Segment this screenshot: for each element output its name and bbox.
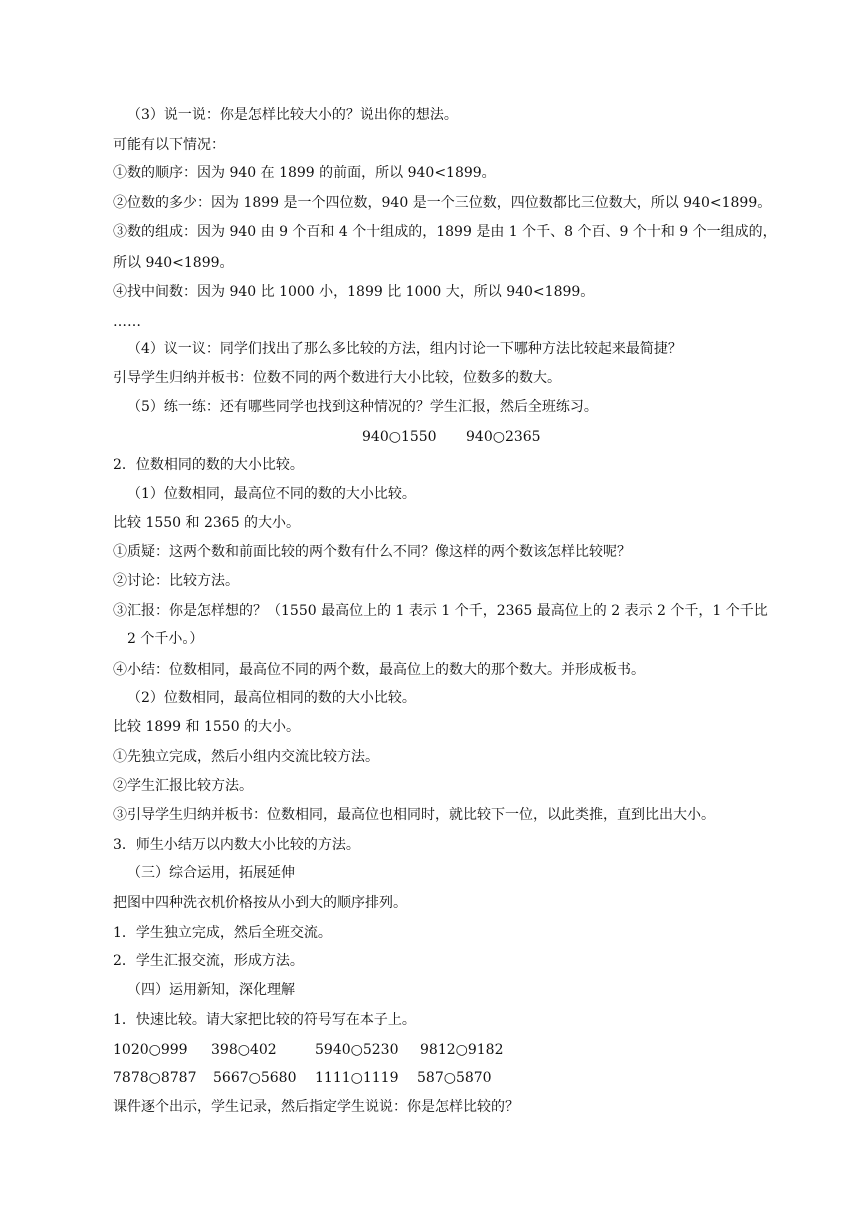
case-composition: ③数的组成：因为 940 由 9 个百和 4 个十组成的，1899 是由 1 个千、8 个百、9 个十和 9 个一组成的， xyxy=(113,224,777,240)
case-order: ①数的顺序：因为 940 在 1899 的前面，所以 940<1899。 xyxy=(113,165,496,181)
courseware-note: 课件逐个出示，学生记录，然后指定学生说说：你是怎样比较的？ xyxy=(113,1099,519,1115)
compare-item: 587○5870 xyxy=(417,1070,492,1086)
step-guide: ③引导学生归纳并板书：位数相同，最高位也相同时，就比较下一位，以此类推，直到比出大小。 xyxy=(113,807,715,823)
ellipsis: …… xyxy=(113,314,141,330)
step-report: ③汇报：你是怎样想的？（1550 最高位上的 1 表示 1 个千，2365 最高位上的 2 表示 2 个千，1 个千比 xyxy=(113,603,768,619)
compare-item: 1020○999 xyxy=(113,1042,188,1058)
compare-1899-1550: 比较 1899 和 1550 的大小。 xyxy=(113,719,301,735)
quick-compare-intro: 1．快速比较。请大家把比较的符号写在本子上。 xyxy=(113,1012,416,1028)
step-independent: ①先独立完成，然后小组内交流比较方法。 xyxy=(113,749,379,765)
paragraph-3: （3）说一说：你是怎样比较大小的？说出你的想法。 xyxy=(127,107,458,123)
case-digits: ②位数的多少：因为 1899 是一个四位数，940 是一个三位数，四位数都比三位数大，所以 940<1899。 xyxy=(113,195,772,211)
paragraph-cases: 可能有以下情况： xyxy=(113,137,225,153)
section-3-title: 3．师生小结万以内数大小比较的方法。 xyxy=(113,837,360,853)
step-discuss: ②讨论：比较方法。 xyxy=(113,573,239,589)
paragraph-4: （4）议一议：同学们找出了那么多比较的方法，组内讨论一下哪种方法比较起来最简捷？ xyxy=(127,341,682,357)
washing-machine-task: 把图中四种洗衣机价格按从小到大的顺序排列。 xyxy=(113,895,407,911)
step-report-cont: 2 个千小。） xyxy=(127,631,204,647)
compare-1550-2365: 比较 1550 和 2365 的大小。 xyxy=(113,515,301,531)
subsection-1: （1）位数相同，最高位不同的数的大小比较。 xyxy=(127,486,416,502)
step-student-report: ②学生汇报比较方法。 xyxy=(113,778,253,794)
compare-item: 398○402 xyxy=(211,1042,277,1058)
compare-item: 5940○5230 xyxy=(315,1042,399,1058)
practice-row xyxy=(0,428,860,446)
case-middle: ④找中间数：因为 940 比 1000 小，1899 比 1000 大，所以 940<1899。 xyxy=(113,284,595,300)
case-composition-cont: 所以 940<1899。 xyxy=(113,255,234,271)
quick-compare-row-2 xyxy=(113,1069,793,1087)
compare-item: 7878○8787 xyxy=(113,1070,197,1086)
summary-board: 引导学生归纳并板书：位数不同的两个数进行大小比较，位数多的数大。 xyxy=(113,370,561,386)
compare-item: 9812○9182 xyxy=(420,1042,504,1058)
quick-compare-row-1 xyxy=(113,1041,793,1059)
subsection-2: （2）位数相同，最高位相同的数的大小比较。 xyxy=(127,690,416,706)
task-step-2: 2．学生汇报交流，形成方法。 xyxy=(113,953,304,969)
part-3-heading: （三）综合运用，拓展延伸 xyxy=(127,865,295,881)
step-question: ①质疑：这两个数和前面比较的两个数有什么不同？像这样的两个数该怎样比较呢？ xyxy=(113,544,631,560)
part-4-heading: （四）运用新知，深化理解 xyxy=(127,982,295,998)
practice-item: 940○1550 xyxy=(362,429,437,445)
paragraph-5: （5）练一练：还有哪些同学也找到这种情况的？学生汇报，然后全班练习。 xyxy=(127,399,598,415)
step-summary: ④小结：位数相同，最高位不同的两个数，最高位上的数大的那个数大。并形成板书。 xyxy=(113,662,645,678)
practice-item: 940○2365 xyxy=(466,429,541,445)
task-step-1: 1．学生独立完成，然后全班交流。 xyxy=(113,925,332,941)
section-2-title: 2．位数相同的数的大小比较。 xyxy=(113,457,304,473)
compare-item: 5667○5680 xyxy=(213,1070,297,1086)
compare-item: 1111○1119 xyxy=(315,1070,399,1086)
